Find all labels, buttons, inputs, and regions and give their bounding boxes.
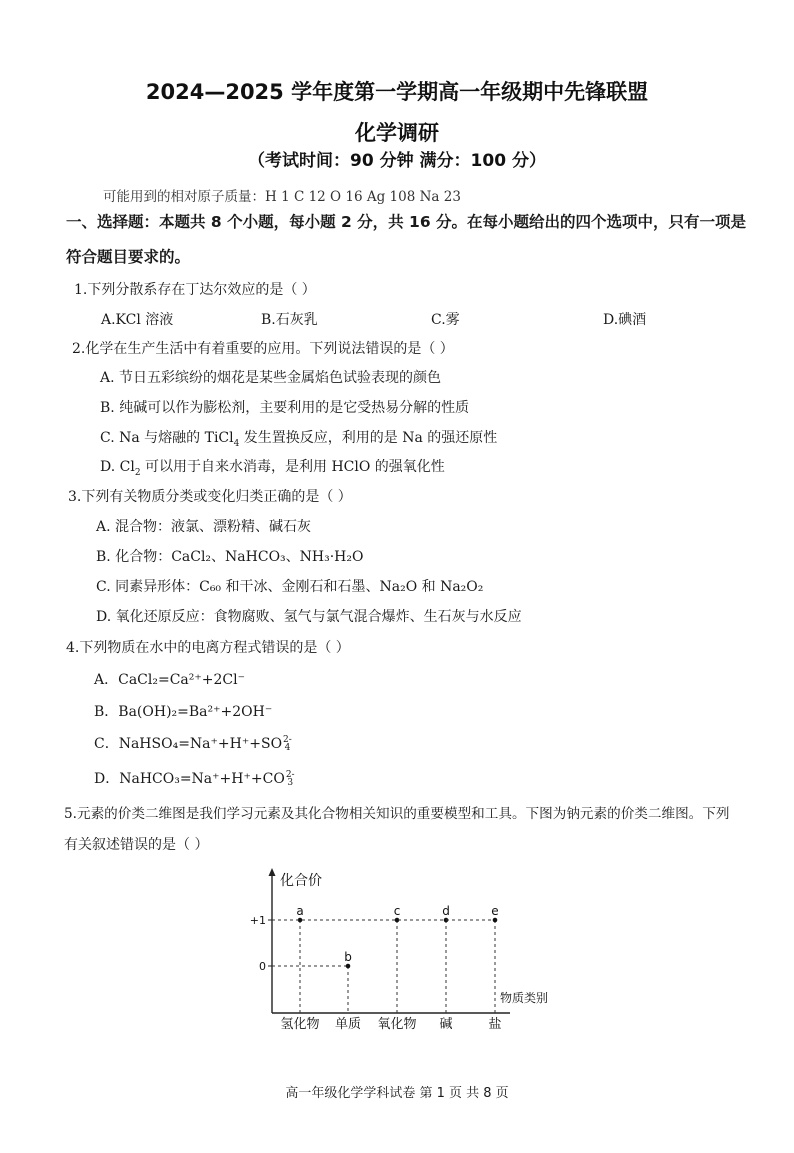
q2-option-a: A. 节日五彩缤纷的烟花是某些金属焰色试验表现的颜色 [100,370,442,386]
q2-option-d-pre: D. Cl [100,459,135,475]
data-point [346,964,351,969]
q3-option-d: D. 氧化还原反应：食物腐败、氢气与氯气混合爆炸、生石灰与水反应 [96,609,522,625]
x-category-label: 单质 [334,1017,362,1032]
data-point [493,918,498,923]
q4-stem: 4.下列物质在水中的电离方程式错误的是（ ） [66,640,350,656]
x-category-label: 碱 [439,1017,453,1032]
y-axis-label: 化合价 [280,873,322,889]
point-label: c [393,904,401,918]
q2-option-c [100,427,497,449]
y-tick-label: 0 [259,960,266,973]
valence-class-chart [250,865,570,1035]
q4-option-a: A．CaCl₂=Ca²⁺+2Cl⁻ [94,672,245,688]
q2-option-b: B. 纯碱可以作为膨松剂，主要利用的是它受热易分解的性质 [100,400,470,416]
q1-stem: 1.下列分散系存在丁达尔效应的是（ ） [74,282,316,298]
q4-option-d [94,768,295,788]
atomic-masses: 可能用到的相对原子质量：H 1 C 12 O 16 Ag 108 Na 23 [103,189,461,205]
x-axis-label: 物质类别 [500,991,549,1005]
subject-title: 化学调研 [355,121,439,145]
q4-option-c-sub: 4 [284,743,291,753]
q4-option-d-ion-charge [286,771,295,787]
exam-title: 2024—2025 学年度第一学期高一年级期中先锋联盟 [145,80,649,104]
x-category-label: 氧化物 [377,1017,417,1032]
point-label: a [296,904,304,918]
x-category-label: 盐 [488,1017,502,1032]
x-category-label: 氢化物 [280,1017,320,1032]
page-footer: 高一年级化学学科试卷 第 1 页 共 8 页 [285,1086,509,1101]
q3-option-b: B. 化合物：CaCl₂、NaHCO₃、NH₃·H₂O [96,549,364,565]
q2-option-c-pre: C. Na 与熔融的 TiCl [100,430,234,446]
point-label: d [442,904,450,918]
q4-option-c [94,733,292,753]
exam-info: （考试时间：90 分钟 满分：100 分） [248,151,546,171]
q4-option-c-sup: 2- [283,735,292,745]
y-tick-label: +1 [250,914,266,927]
q2-option-c-sub: 4 [233,438,240,449]
q2-option-d [100,456,445,478]
q4-option-d-text: D．NaHCO₃=Na⁺+H⁺+CO [94,771,285,787]
q1-option-b: B.石灰乳 [261,312,318,328]
q2-option-c-post: 发生置换反应，利用的是 Na 的强还原性 [239,430,498,446]
q4-option-c-text: C．NaHSO₄=Na⁺+H⁺+SO [94,736,283,752]
section-heading: 一、选择题：本题共 8 个小题，每小题 2 分，共 16 分。在每小题给出的四个选项中，只有一项是 [66,213,747,231]
point-label: b [344,950,352,964]
q2-option-d-post: 可以用于自来水消毒，是利用 HClO 的强氧化性 [140,459,445,475]
q4-option-d-sup: 2- [285,770,295,780]
q5-stem: 5.元素的价类二维图是我们学习元素及其化合物相关知识的重要模型和工具。下图为钠元素的价类二维图。下列 [64,806,730,822]
q2-stem: 2.化学在生产生活中有着重要的应用。下列说法错误的是（ ） [72,341,454,357]
q5-stem-cont: 有关叙述错误的是（ ） [64,837,209,853]
q4-option-c-ion-charge [283,736,292,752]
q3-option-c: C. 同素异形体：C₆₀ 和干冰、金刚石和石墨、Na₂O 和 Na₂O₂ [96,579,484,595]
q1-option-a: A.KCl 溶液 [101,312,174,328]
y-axis-arrow [269,868,276,876]
q2-option-d-sub: 2 [134,467,141,478]
q1-option-c: C.雾 [431,312,460,328]
section-heading-cont: 符合题目要求的。 [66,248,191,266]
q4-option-b: B．Ba(OH)₂=Ba²⁺+2OH⁻ [94,704,273,720]
q3-option-a: A. 混合物：液氯、漂粉精、碱石灰 [96,519,312,535]
q4-option-d-sub: 3 [287,778,294,788]
point-label: e [491,904,499,918]
q3-stem: 3.下列有关物质分类或变化归类正确的是（ ） [68,489,352,505]
q1-option-d: D.碘酒 [603,312,647,328]
